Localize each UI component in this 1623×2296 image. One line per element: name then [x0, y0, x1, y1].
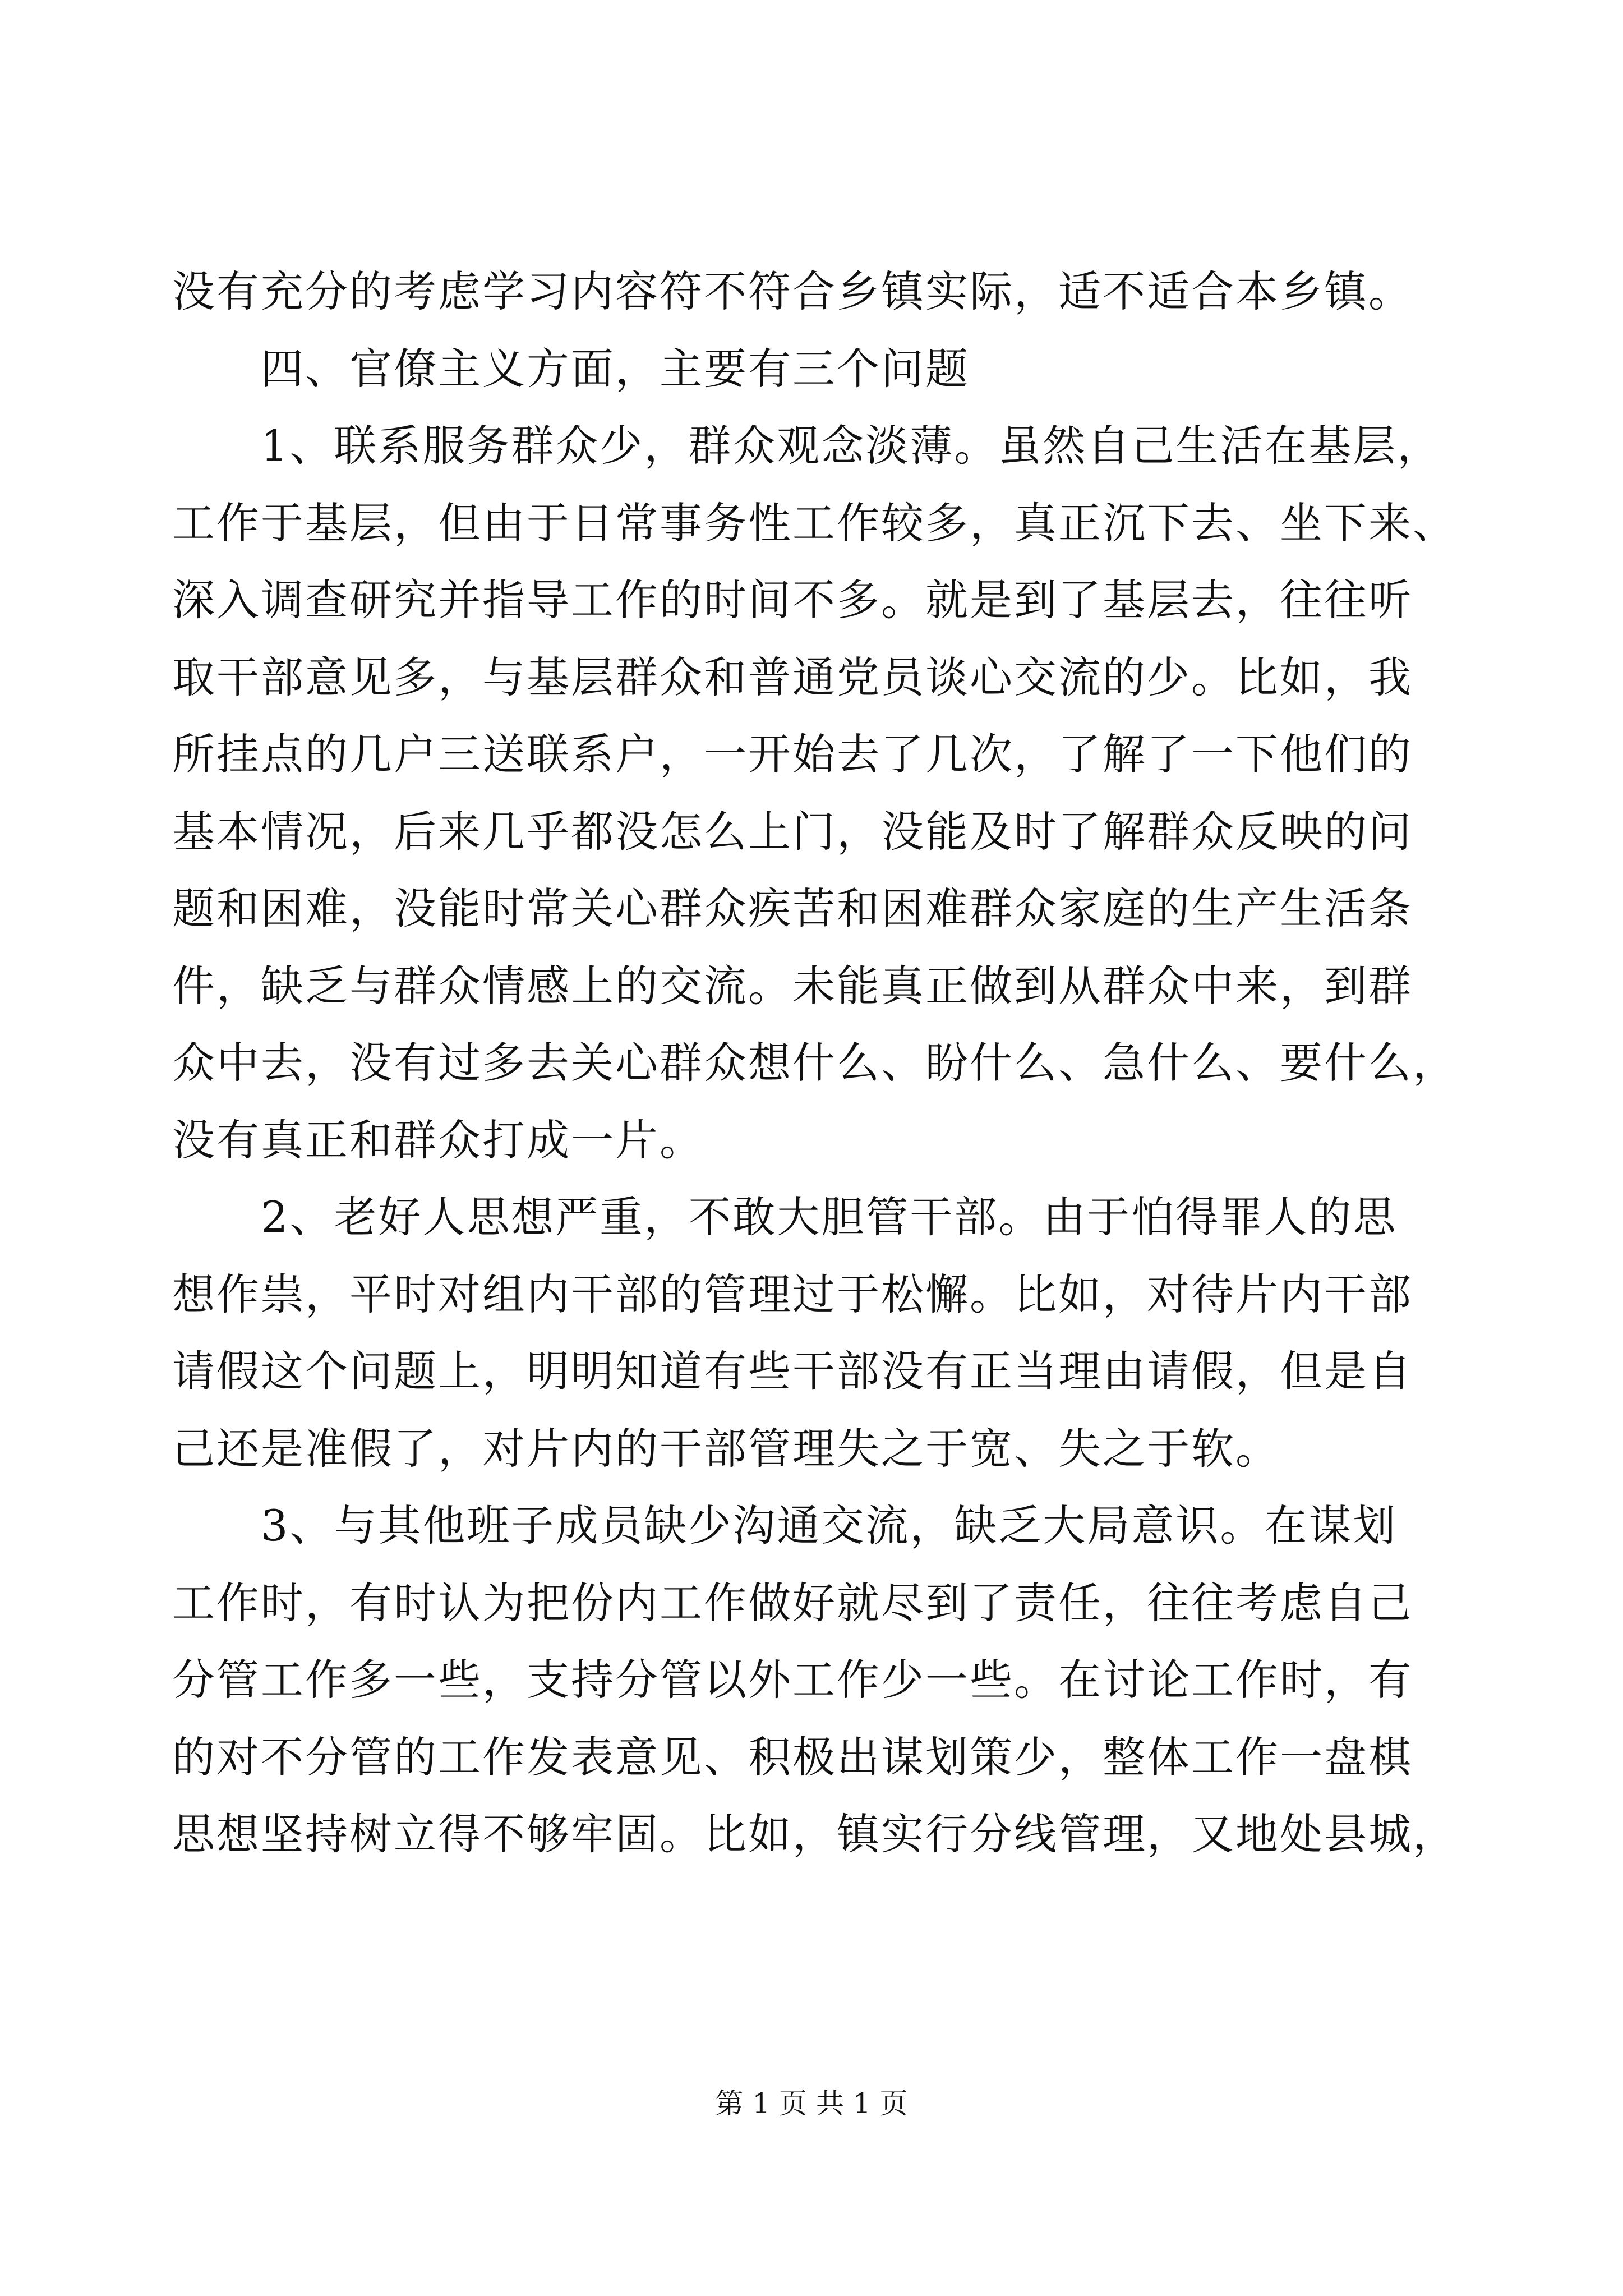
text-line: 3、与其他班子成员缺少沟通交流，缺乏大局意识。在谋划	[172, 1501, 1398, 1550]
text-line: 的对不分管的工作发表意见、积极出谋划策少，整体工作一盘棋	[172, 1732, 1413, 1782]
text-line: 没有真正和群众打成一片。	[172, 1115, 704, 1165]
text-line: 请假这个问题上，明明知道有些干部没有正当理由请假，但是自	[172, 1346, 1413, 1396]
text-line: 取干部意见多，与基层群众和普通党员谈心交流的少。比如，我	[172, 652, 1413, 702]
text-line: 思想坚持树立得不够牢固。比如，镇实行分线管理，又地处县城，	[172, 1809, 1457, 1859]
text-line: 件，缺乏与群众情感上的交流。未能真正做到从群众中来，到群	[172, 961, 1413, 1011]
text-line: 工作于基层，但由于日常事务性工作较多，真正沉下去、坐下来、	[172, 498, 1457, 548]
page-footer: 第 1 页 共 1 页	[715, 2087, 908, 2120]
text-line: 1、联系服务群众少，群众观念淡薄。虽然自己生活在基层，	[172, 421, 1442, 471]
text-line: 2、老好人思想严重，不敢大胆管干部。由于怕得罪人的思	[172, 1192, 1398, 1242]
text-line: 基本情况，后来几乎都没怎么上门，没能及时了解群众反映的问	[172, 807, 1413, 857]
text-line: 己还是准假了，对片内的干部管理失之于宽、失之于软。	[172, 1424, 1280, 1474]
text-line: 想作祟，平时对组内干部的管理过于松懈。比如，对待片内干部	[172, 1269, 1413, 1319]
text-line: 所挂点的几户三送联系户，一开始去了几次，了解了一下他们的	[172, 729, 1413, 779]
text-line: 没有充分的考虑学习内容符不符合乡镇实际，适不适合本乡镇。	[172, 266, 1413, 316]
text-line: 四、官僚主义方面，主要有三个问题	[172, 344, 970, 394]
text-line: 工作时，有时认为把份内工作做好就尽到了责任，往往考虑自己	[172, 1578, 1413, 1628]
text-line: 题和困难，没能时常关心群众疾苦和困难群众家庭的生产生活条	[172, 884, 1413, 933]
text-line: 深入调查研究并指导工作的时间不多。就是到了基层去，往往听	[172, 575, 1413, 625]
text-line: 分管工作多一些，支持分管以外工作少一些。在讨论工作时，有	[172, 1655, 1413, 1705]
text-line: 众中去，没有过多去关心群众想什么、盼什么、急什么、要什么，	[172, 1038, 1457, 1088]
